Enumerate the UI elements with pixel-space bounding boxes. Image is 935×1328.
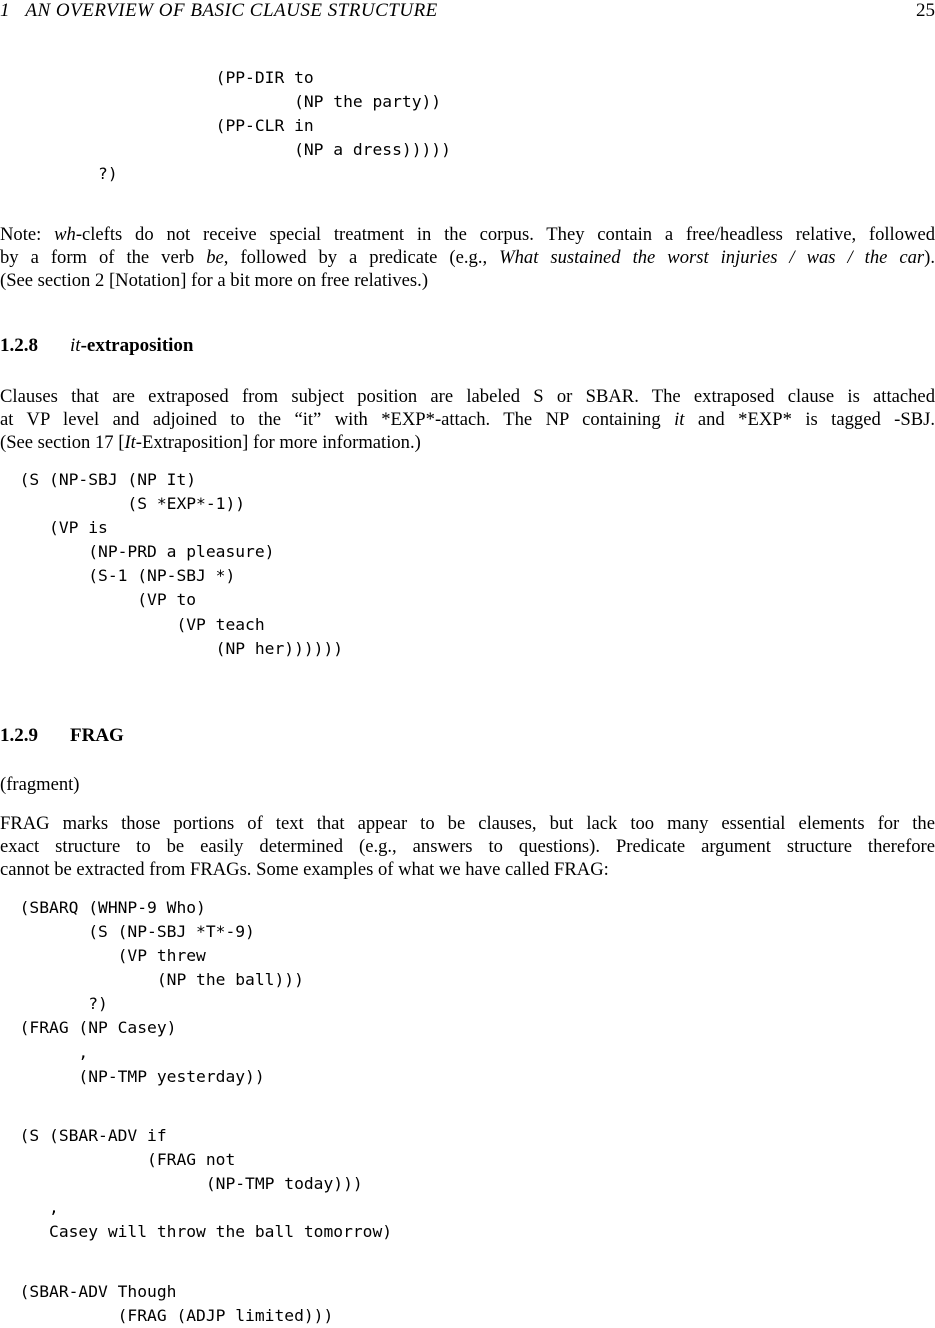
code-block-it-extraposition: (S (NP-SBJ (NP It) (S *EXP*-1)) (VP is (NP-PRD a pleasure) (S-1 (NP-SBJ *) (VP to (VP teach (NP her))))))	[19, 470, 344, 658]
it-extraposition-line-2: at VP level and adjoined to the “it” with *EXP*-attach. The NP containing it and *EXP* is tagged -SBJ.	[0, 409, 935, 431]
frag-line-2: exact structure to be easily determined (e.g., answers to questions). Predicate argument structure therefore	[0, 836, 935, 858]
note-line-1: Note: wh-clefts do not receive special treatment in the corpus. They contain a free/headless relative, followed	[0, 224, 935, 245]
frag-line-1: FRAG marks those portions of text that appear to be clauses, but lack too many essential elements for the	[0, 813, 935, 834]
note-line-3: (See section 2 [Notation] for a bit more on free relatives.)	[0, 270, 429, 292]
running-head: 1 AN OVERVIEW OF BASIC CLAUSE STRUCTURE	[0, 0, 438, 21]
section-heading-it-extraposition: 1.2.8 it-extraposition	[0, 335, 194, 356]
page-number: 25	[916, 0, 935, 21]
code-block-frag-2: (S (SBAR-ADV if (FRAG not (NP-TMP today))) , Casey will throw the ball tomorrow)	[19, 1126, 393, 1242]
frag-line-3: cannot be extracted from FRAGs. Some examples of what we have called FRAG:	[0, 859, 609, 881]
note-paragraph	[0, 223, 935, 293]
it-extraposition-line-3: (See section 17 [It-Extraposition] for more information.)	[0, 432, 421, 454]
code-block-frag-3: (SBAR-ADV Though (FRAG (ADJP limited)))	[19, 1282, 334, 1326]
code-block-frag-1: (SBARQ (WHNP-9 Who) (S (NP-SBJ *T*-9) (VP threw (NP the ball))) ?) (FRAG (NP Casey) , (NP-TMP yesterday))	[19, 898, 304, 1086]
it-extraposition-line-1: Clauses that are extraposed from subject position are labeled S or SBAR. The extraposed clause is attached	[0, 386, 935, 407]
section-heading-frag: 1.2.9 FRAG	[0, 725, 124, 746]
frag-subtitle	[0, 773, 935, 796]
code-block-continuation: (PP-DIR to (NP the party)) (PP-CLR in (NP a dress))))) ?)	[98, 68, 451, 184]
frag-paragraph	[0, 812, 935, 882]
it-extraposition-paragraph	[0, 385, 935, 455]
frag-subtitle-text: (fragment)	[0, 774, 80, 795]
note-line-2: by a form of the verb be, followed by a predicate (e.g., What sustained the worst injuries / was / the car).	[0, 247, 935, 269]
